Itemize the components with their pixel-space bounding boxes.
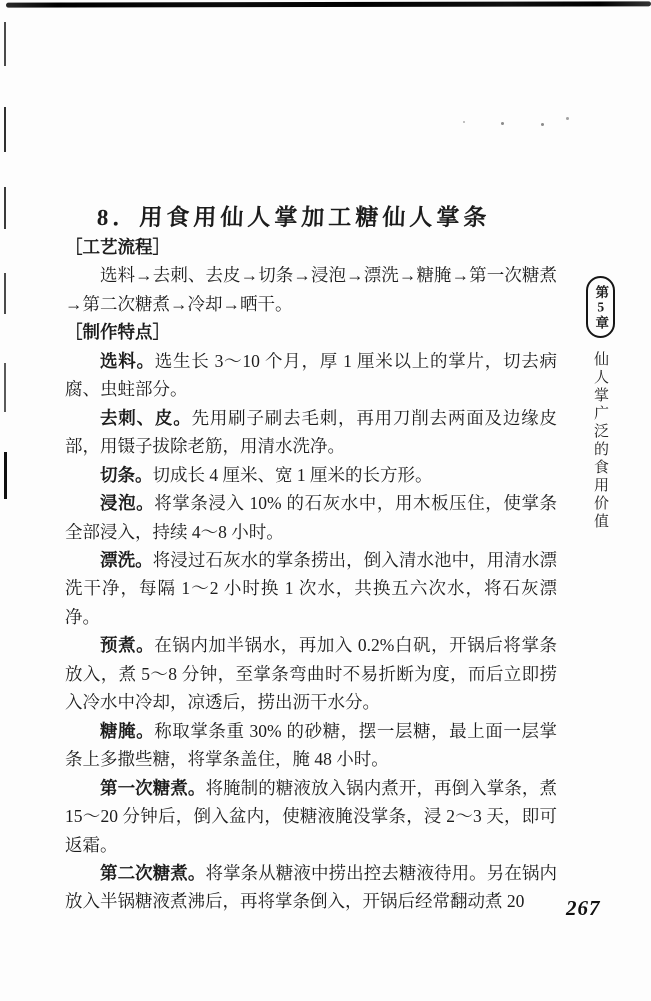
paragraph-pre-boiling [65,631,557,716]
page-title: 8．用食用仙人掌加工糖仙人掌条 [96,205,491,231]
paragraph-text: 先用刷子刷去毛刺，再用刀削去两面及边缘皮部，用镊子拔除老筋，用清水洗净。 [65,407,557,457]
section-heading-process-flow: ［工艺流程］ [65,237,170,257]
body-text [65,233,557,916]
paragraph-cut-strips [65,461,557,489]
step-label: 浸泡。 [100,493,155,514]
scan-tick [4,273,6,314]
paragraph-text: 将掌条从糖液中捞出控去糖液待用。另在锅内放入半锅糖液煮沸后，再将掌条倒入，开锅后经常翻动煮 20 [65,862,558,912]
paragraph-sugar-curing [65,717,557,774]
step-label: 预煮。 [100,635,155,656]
scan-tick [4,452,7,499]
step-label: 第二次糖煮。 [100,862,206,883]
chapter-title-vertical: 仙人掌广泛的食用价值 [592,351,608,531]
paragraph-rinsing [65,546,557,631]
paragraph-text: 将掌条浸入 10% 的石灰水中，用木板压住，使掌条全部浸入，持续 4～8 小时。 [65,493,558,542]
chapter-badge-label: 第5章 [593,284,609,330]
scan-speck [501,122,504,125]
scan-tick [4,22,6,66]
paragraph-text: 切成长 4 厘米、宽 1 厘米的长方形。 [152,464,433,485]
paragraph-soaking [65,489,557,546]
paragraph-second-sugar-boil [65,859,557,916]
scan-tick [4,107,6,152]
step-label: 选料。 [100,350,155,371]
scan-speck [541,123,544,126]
paragraph-text: 称取掌条重 30% 的砂糖，摆一层糖，最上面一层掌条上多撒些糖，将掌条盖住，腌 48 小时。 [65,720,558,770]
paragraph-text: 在锅内加半锅水，再加入 0.2%白矾，开锅后将掌条放入，煮 5～8 分钟，至掌条弯曲时不易折断为度，而后立即捞入冷水中冷却，凉透后，捞出沥干水分。 [65,635,558,713]
paragraph-first-sugar-boil [65,774,557,859]
scan-edge-smudge [6,1,651,7]
section-heading-production-features: ［制作特点］ [65,322,170,343]
paragraph-material-selection [65,347,557,404]
step-label: 切条。 [100,464,153,485]
chapter-badge [586,276,615,338]
paragraph-text: 选生长 3～10 个月，厚 1 厘米以上的掌片，切去病腐、虫蛀部分。 [65,350,557,400]
scan-tick [4,363,6,412]
step-label: 去刺、皮。 [100,407,192,428]
paragraph-text: 选料→去刺、去皮→切条→浸泡→漂洗→糖腌→第一次糖煮→第二次糖煮→冷却→晒干。 [65,265,557,314]
paragraph-text: 将浸过石灰水的掌条捞出，倒入清水池中，用清水漂洗干净，每隔 1～2 小时换 1 次水，共换五六次水，将石灰漂净。 [65,549,558,627]
page-number: 267 [566,896,601,920]
scan-speck [463,121,465,123]
scan-tick [4,187,6,229]
scan-speck [566,117,569,120]
paragraph-remove-thorns-skin [65,404,557,461]
process-flow-paragraph [65,261,557,318]
step-label: 第一次糖煮。 [100,777,206,798]
step-label: 漂洗。 [100,549,153,570]
paragraph-text: 将腌制的糖液放入锅内煮开，再倒入掌条，煮 15～20 分钟后，倒入盆内，使糖液腌没掌条，浸 2～3 天，即可返霜。 [65,777,558,855]
step-label: 糖腌。 [100,720,155,741]
